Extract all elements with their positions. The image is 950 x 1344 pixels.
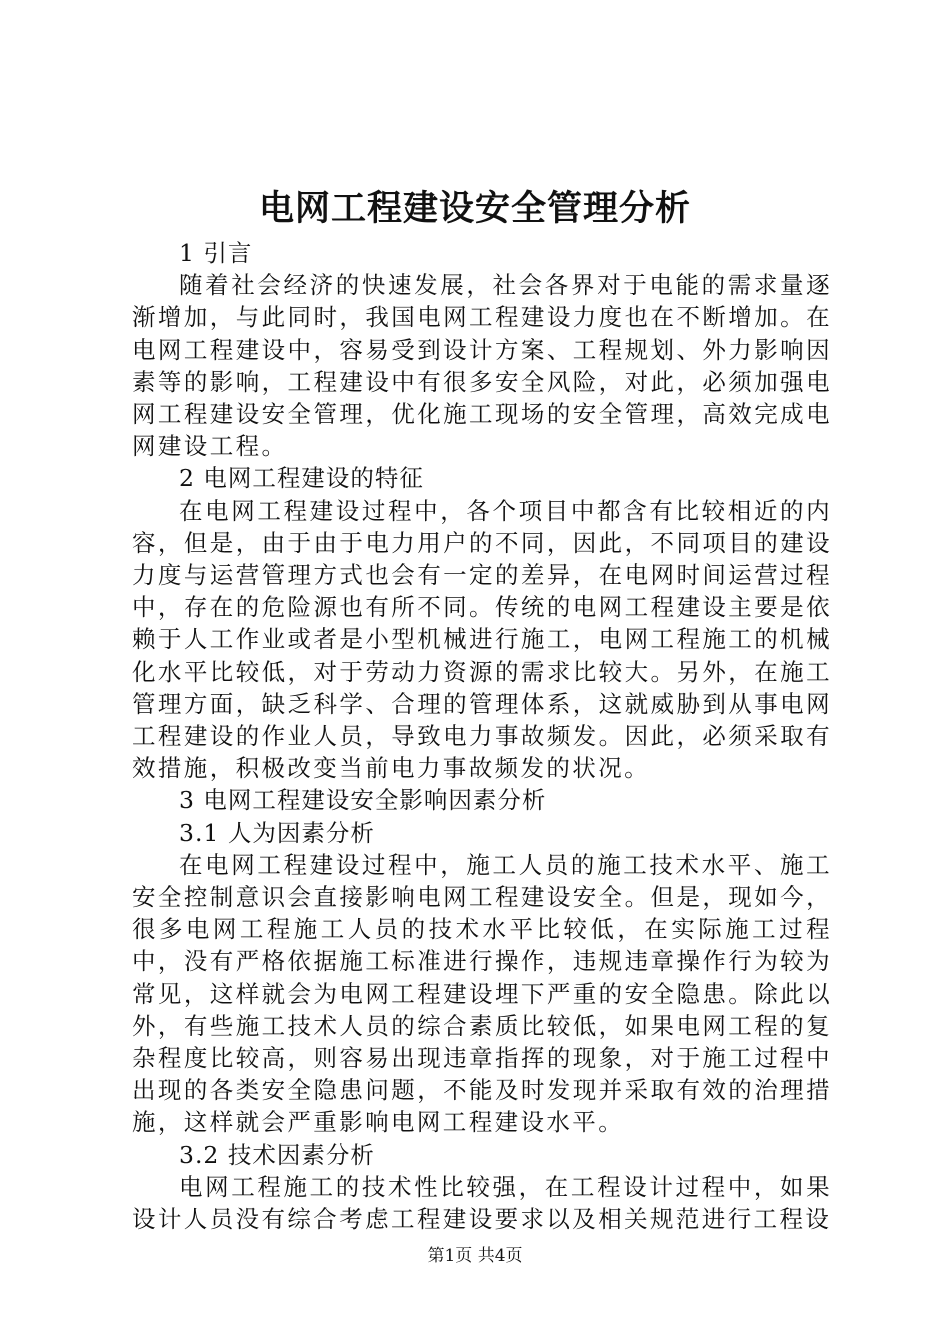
body-paragraph: 在电网工程建设过程中，施工人员的施工技术水平、施工安全控制意识会直接影响电网工程建设安全。但是，现如今，很多电网工程施工人员的技术水平比较低，在实际施工过程中，没有严格依据施工标准进行操作，违规违章操作行为较为常见，这样就会为电网工程建设埋下严重的安全隐患。除此以外，有些施工技术人员的综合素质比较低，如果电网工程的复杂程度比较高，则容易出现违章指挥的现象，对于施工过程中出现的各类安全隐患问题，不能及时发现并采取有效的治理措施，这样就会严重影响电网工程建设水平。 [132, 850, 832, 1137]
page-footer: 第1页 共4页 [427, 1246, 523, 1266]
subsection-heading-technical: 3.2 技术因素分析 [179, 1140, 375, 1169]
section-heading-factors: 3 电网工程建设安全影响因素分析 [179, 786, 547, 815]
document-body [132, 237, 832, 1235]
section-heading-intro: 1 引言 [179, 239, 253, 267]
body-paragraph: 电网工程施工的技术性比较强，在工程设计过程中，如果设计人员没有综合考虑工程建设要求以及相关规范进行工程设 [132, 1172, 832, 1234]
document-title: 电网工程建设安全管理分析 [258, 188, 691, 229]
section-heading-features: 2 电网工程建设的特征 [179, 464, 424, 493]
body-paragraph: 在电网工程建设过程中，各个项目中都含有比较相近的内容，但是，由于由于电力用户的不同，因此，不同项目的建设力度与运营管理方式也会有一定的差异，在电网时间运营过程中，存在的危险源也有所不同。传统的电网工程建设主要是依赖于人工作业或者是小型机械进行施工，电网工程施工的机械化水平比较低，对于劳动力资源的需求比较大。另外，在施工管理方面，缺乏科学、合理的管理体系，这就威胁到从事电网工程建设的作业人员，导致电力事故频发。因此，必须采取有效措施，积极改变当前电力事故频发的状况。 [132, 496, 832, 783]
subsection-heading-human: 3.1 人为因素分析 [179, 818, 375, 847]
body-paragraph: 随着社会经济的快速发展，社会各界对于电能的需求量逐渐增加，与此同时，我国电网工程建设力度也在不断增加。在电网工程建设中，容易受到设计方案、工程规划、外力影响因素等的影响，工程建设中有很多安全风险，对此，必须加强电网工程建设安全管理，优化施工现场的安全管理，高效完成电网建设工程。 [132, 271, 832, 461]
